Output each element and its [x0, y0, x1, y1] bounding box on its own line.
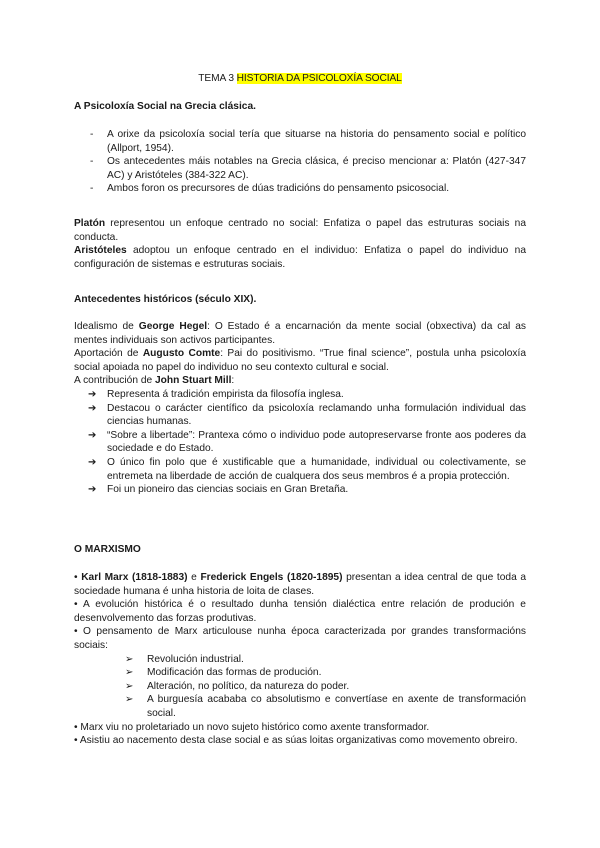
history-paragraphs — [74, 320, 526, 497]
thought-text: O pensamento de Marx articulouse nunha época caracterizada por grandes transformacións sociais: — [74, 626, 526, 651]
list-item-text: Revolución industrial. — [147, 653, 244, 665]
dash-marker: - — [90, 183, 94, 195]
section-heading-greece: A Psicoloxía Social na Grecia clásica. — [74, 101, 256, 112]
list-item-text: Foi un pioneiro das ciencias sociais en Gran Bretaña. — [107, 484, 349, 496]
list-item-text: A burguesía acababa co absolutismo e convertíase en axente de transformación social. — [147, 694, 526, 719]
bullet-dot: • — [74, 735, 78, 747]
list-item — [74, 653, 526, 667]
title-highlight: HISTORIA DA PSICOLOXÍA SOCIAL — [236, 73, 402, 84]
marx-paragraph — [74, 571, 526, 598]
mill-name: John Stuart Mill — [155, 375, 232, 387]
list-item — [74, 693, 526, 720]
hegel-name: George Hegel — [138, 321, 208, 332]
list-item — [74, 456, 526, 483]
comte-pre: Aportación de — [74, 348, 143, 360]
list-item — [74, 128, 526, 155]
list-item — [74, 388, 526, 402]
section-heading-marxism: O MARXISMO — [74, 544, 141, 555]
dash-marker: - — [90, 156, 94, 168]
workers-paragraph — [74, 734, 526, 748]
platon-paragraph — [74, 217, 526, 271]
marxism-content — [74, 571, 526, 748]
list-item — [74, 182, 526, 196]
title-prefix: TEMA 3 — [198, 73, 237, 84]
dash-marker: - — [90, 129, 94, 140]
comte-name: Augusto Comte — [142, 348, 221, 360]
section-heading-history: Antecedentes históricos (século XIX). — [74, 294, 257, 305]
list-item — [74, 483, 526, 497]
hegel-paragraph — [74, 320, 526, 347]
triangle-arrow-icon: ➢ — [125, 667, 134, 679]
list-item-text: A orixe da psicoloxía social tería que situarse na historia do pensamento social e político (Allport, 1954). — [107, 129, 526, 154]
list-item-text: Modificación das formas de produción. — [147, 667, 322, 679]
proletariat-text: Marx viu no proletariado un novo sujeto histórico como axente transformador. — [80, 721, 430, 733]
list-item-text: “Sobre a libertade”: Prantexa cómo o individuo pode autopreservarse fronte aos poderes da sociedade e do Estado. — [107, 429, 526, 455]
triangle-arrow-icon: ➢ — [125, 653, 134, 665]
list-item — [74, 429, 526, 456]
list-item-text: Ambos foron os precursores de dúas tradicións do pensamento psicosocial. — [107, 183, 450, 195]
list-item-text: Destacou o carácter científico da psicoloxía reclamando unha formulación individual das ciencias humanas. — [107, 402, 526, 428]
mill-pre: A contribución de — [74, 375, 155, 387]
arrow-icon: ➔ — [88, 429, 97, 441]
arrow-icon: ➔ — [88, 484, 97, 496]
triangle-arrow-icon: ➢ — [125, 680, 134, 692]
platon-text: representou un enfoque centrado no social: Enfatiza o papel das estruturas sociais na conducta. — [74, 218, 526, 243]
document-title — [0, 72, 600, 86]
thought-paragraph — [74, 625, 526, 652]
and-word: e — [187, 572, 201, 583]
list-item — [74, 402, 526, 429]
bullet-dot: • — [74, 599, 78, 611]
greece-list — [74, 128, 526, 196]
marx-post: presentan a idea central de que toda a sociedade humana é unha historia de loita de clases. — [74, 572, 527, 597]
bullet-dot: • — [74, 626, 78, 638]
list-item-text: O único fin polo que é xustificable que a humanidade, individual ou colectivamente, se entremeta na liberdade de acción de cualquera dos seus membros é a propia protección. — [107, 456, 526, 482]
proletariat-paragraph — [74, 721, 526, 735]
transformations-list — [74, 653, 526, 721]
hegel-pre: Idealismo de — [74, 321, 139, 332]
arrow-icon: ➔ — [88, 402, 97, 414]
evolution-text: A evolución histórica é o resultado dunha tensión dialéctica entre relación de produción e desenvolvemento das forzas produtivas. — [74, 599, 526, 624]
engels-name: Frederick Engels (1820-1895) — [200, 572, 343, 583]
triangle-arrow-icon: ➢ — [125, 694, 134, 706]
comte-post: : Pai do positivismo. “True final science”, postula unha psicoloxía social apoiada no papel do individuo no seu contexto cultural e social. — [74, 348, 526, 373]
arrow-icon: ➔ — [88, 456, 97, 468]
list-item-text: Alteración, no político, da natureza do poder. — [147, 680, 350, 692]
list-item — [74, 680, 526, 694]
list-item — [74, 666, 526, 680]
marx-name: Karl Marx (1818-1883) — [81, 572, 188, 583]
list-item-text: Representa á tradición empirista da filosofía inglesa. — [107, 388, 344, 400]
mill-paragraph — [74, 374, 526, 388]
list-item-text: Os antecedentes máis notables na Grecia clásica, é preciso mencionar a: Platón (427-347 AC) y Aristóteles (384-322 AC). — [107, 156, 526, 181]
bullet-dot: • — [74, 572, 78, 583]
arrow-icon: ➔ — [88, 388, 97, 400]
comte-paragraph — [74, 347, 526, 374]
aristoteles-name: Aristóteles — [74, 245, 127, 257]
bullet-dot: • — [74, 721, 78, 733]
aristoteles-text: adoptou un enfoque centrado en el individuo: Enfatiza o papel do individuo na configuración de sistemas e estruturas sociais. — [74, 245, 526, 270]
evolution-paragraph — [74, 598, 526, 625]
list-item — [74, 155, 526, 182]
mill-post: : — [231, 375, 235, 387]
workers-text: Asistiu ao nacemento desta clase social e as súas loitas organizativas como movemento obreiro. — [79, 735, 518, 747]
platon-name: Platón — [74, 218, 106, 229]
hegel-post: : O Estado é a encarnación da mente social (obxectiva) da cal as mentes individuais son activos participantes. — [74, 321, 526, 346]
mill-list — [74, 388, 526, 497]
